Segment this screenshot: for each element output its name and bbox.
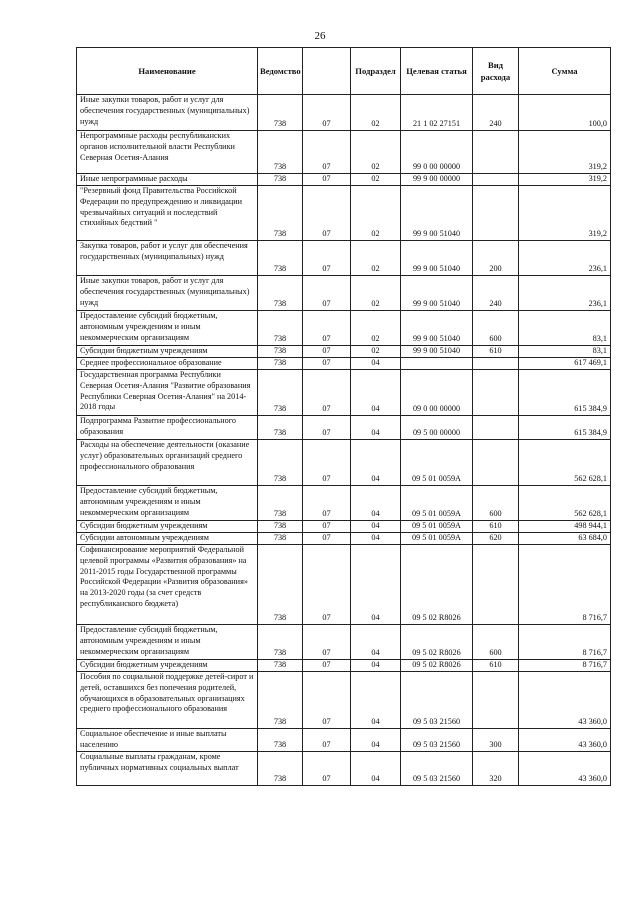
table-row: [77, 660, 611, 672]
row-department: 738: [258, 346, 303, 358]
row-target-article: 99 9 00 00000: [401, 174, 473, 186]
row-target-article: 99 0 00 00000: [401, 131, 473, 174]
row-department: 738: [258, 545, 303, 625]
row-name: Подпрограмма Развитие профессионального образования: [77, 416, 258, 440]
row-name: Социальные выплаты гражданам, кроме публичных нормативных социальных выплат: [77, 752, 258, 786]
row-subsection: 02: [351, 131, 401, 174]
row-department: 738: [258, 625, 303, 660]
row-amount: 615 384,9: [519, 416, 611, 440]
row-department: 738: [258, 486, 303, 521]
row-expense-type: [473, 131, 519, 174]
row-target-article: 09 0 00 00000: [401, 370, 473, 416]
row-name: Непрограммные расходы республиканских органов исполнительной власти Республики Северная Осетия-Алания: [77, 131, 258, 174]
row-name: "Резервный фонд Правительства Российской Федерации по предупреждению и ликвидации чрезвычайных ситуаций и последствий стихийных бедствий ": [77, 186, 258, 241]
row-expense-type: [473, 440, 519, 486]
row-name: Субсидии бюджетным учреждениям: [77, 521, 258, 533]
row-target-article: 09 5 01 0059А: [401, 440, 473, 486]
row-target-article: 09 5 00 00000: [401, 416, 473, 440]
row-department: 738: [258, 416, 303, 440]
row-section: 07: [303, 486, 351, 521]
row-department: 738: [258, 358, 303, 370]
row-target-article: 09 5 03 21560: [401, 752, 473, 786]
row-department: 738: [258, 752, 303, 786]
row-expense-type: 300: [473, 729, 519, 752]
table-row: [77, 276, 611, 311]
row-amount: 83,1: [519, 346, 611, 358]
row-subsection: 02: [351, 186, 401, 241]
row-section: 07: [303, 241, 351, 276]
row-section: 07: [303, 276, 351, 311]
row-target-article: 99 9 00 51040: [401, 276, 473, 311]
table-row: [77, 311, 611, 346]
row-name: Иные непрограммные расходы: [77, 174, 258, 186]
row-amount: 100,0: [519, 95, 611, 131]
header-name: Наименование: [77, 48, 258, 95]
row-target-article: [401, 358, 473, 370]
row-department: 738: [258, 370, 303, 416]
header-expense-type: Вид расхода: [473, 48, 519, 95]
row-subsection: 02: [351, 311, 401, 346]
row-department: 738: [258, 729, 303, 752]
header-target-article: Целевая статья: [401, 48, 473, 95]
row-target-article: 21 1 02 27151: [401, 95, 473, 131]
table-row: [77, 545, 611, 625]
row-expense-type: 240: [473, 276, 519, 311]
row-amount: 615 384,9: [519, 370, 611, 416]
row-target-article: 99 9 00 51040: [401, 311, 473, 346]
row-amount: 562 628,1: [519, 440, 611, 486]
row-name: Предоставление субсидий бюджетным, автономным учреждениям и иным некоммерческим организациям: [77, 625, 258, 660]
row-amount: 562 628,1: [519, 486, 611, 521]
table-row: [77, 131, 611, 174]
table-row: [77, 625, 611, 660]
row-amount: 319,2: [519, 131, 611, 174]
row-section: 07: [303, 174, 351, 186]
row-name: Софинансирование мероприятий Федеральной целевой программы «Развития образования» на 2011-2015 годы Государственной программы Российской Федерации «Развития образования» на 2013-2020 годы (за счет средств республиканского бюджета): [77, 545, 258, 625]
row-department: 738: [258, 276, 303, 311]
row-section: 07: [303, 440, 351, 486]
row-department: 738: [258, 660, 303, 672]
row-name: Субсидии бюджетным учреждениям: [77, 346, 258, 358]
table-row: [77, 241, 611, 276]
row-department: 738: [258, 311, 303, 346]
row-department: 738: [258, 440, 303, 486]
budget-table: [76, 47, 611, 786]
row-expense-type: [473, 358, 519, 370]
row-expense-type: [473, 186, 519, 241]
row-section: 07: [303, 370, 351, 416]
row-subsection: 04: [351, 672, 401, 729]
row-name: Пособия по социальной поддержке детей-сирот и детей, оставшихся без попечения родителей, обучающихся в образовательных организациях среднего профессионального образования: [77, 672, 258, 729]
header-row: [77, 48, 611, 95]
row-expense-type: [473, 545, 519, 625]
row-department: 738: [258, 131, 303, 174]
row-target-article: 99 9 00 51040: [401, 346, 473, 358]
row-amount: 498 944,1: [519, 521, 611, 533]
row-department: 738: [258, 533, 303, 545]
row-amount: 8 716,7: [519, 625, 611, 660]
row-subsection: 04: [351, 533, 401, 545]
row-name: Социальное обеспечение и иные выплаты населению: [77, 729, 258, 752]
row-department: 738: [258, 174, 303, 186]
row-amount: 43 360,0: [519, 752, 611, 786]
row-subsection: 04: [351, 416, 401, 440]
row-expense-type: [473, 672, 519, 729]
row-section: 07: [303, 729, 351, 752]
row-target-article: 09 5 01 0059А: [401, 533, 473, 545]
table-row: [77, 346, 611, 358]
header-section: [303, 48, 351, 95]
row-subsection: 02: [351, 241, 401, 276]
table-row: [77, 729, 611, 752]
row-amount: 63 684,0: [519, 533, 611, 545]
row-subsection: 04: [351, 440, 401, 486]
row-amount: 43 360,0: [519, 729, 611, 752]
header-amount: Сумма: [519, 48, 611, 95]
row-target-article: 09 5 03 21560: [401, 729, 473, 752]
row-department: 738: [258, 521, 303, 533]
row-section: 07: [303, 95, 351, 131]
row-expense-type: 610: [473, 521, 519, 533]
row-section: 07: [303, 660, 351, 672]
row-name: Иные закупки товаров, работ и услуг для обеспечения государственных (муниципальных) нужд: [77, 276, 258, 311]
row-department: 738: [258, 186, 303, 241]
row-expense-type: 610: [473, 346, 519, 358]
row-expense-type: 240: [473, 95, 519, 131]
row-subsection: 02: [351, 346, 401, 358]
row-section: 07: [303, 672, 351, 729]
table-row: [77, 533, 611, 545]
header-department: Ведомство: [258, 48, 303, 95]
row-section: 07: [303, 186, 351, 241]
row-subsection: 02: [351, 174, 401, 186]
row-expense-type: 200: [473, 241, 519, 276]
row-subsection: 04: [351, 625, 401, 660]
row-name: Закупка товаров, работ и услуг для обеспечения государственных (муниципальных) нужд: [77, 241, 258, 276]
row-target-article: 09 5 03 21560: [401, 672, 473, 729]
row-name: Расходы на обеспечение деятельности (оказание услуг) образовательных организаций среднего профессионального образования: [77, 440, 258, 486]
row-subsection: 02: [351, 95, 401, 131]
table-row: [77, 486, 611, 521]
table-row: [77, 95, 611, 131]
row-section: 07: [303, 752, 351, 786]
row-amount: 319,2: [519, 186, 611, 241]
row-name: Субсидии бюджетным учреждениям: [77, 660, 258, 672]
row-target-article: 09 5 02 R8026: [401, 625, 473, 660]
row-section: 07: [303, 521, 351, 533]
row-target-article: 09 5 02 R8026: [401, 660, 473, 672]
row-name: Предоставление субсидий бюджетным, автономным учреждениям и иным некоммерческим организациям: [77, 311, 258, 346]
table-row: [77, 370, 611, 416]
row-target-article: 09 5 01 0059А: [401, 521, 473, 533]
row-subsection: 02: [351, 276, 401, 311]
row-subsection: 04: [351, 752, 401, 786]
row-subsection: 04: [351, 729, 401, 752]
row-section: 07: [303, 625, 351, 660]
row-section: 07: [303, 346, 351, 358]
row-department: 738: [258, 672, 303, 729]
row-expense-type: [473, 174, 519, 186]
row-amount: 43 360,0: [519, 672, 611, 729]
row-expense-type: 620: [473, 533, 519, 545]
row-section: 07: [303, 358, 351, 370]
row-subsection: 04: [351, 358, 401, 370]
row-name: Субсидии автономным учреждениям: [77, 533, 258, 545]
table-row: [77, 358, 611, 370]
row-target-article: 99 9 00 51040: [401, 241, 473, 276]
row-section: 07: [303, 533, 351, 545]
row-section: 07: [303, 545, 351, 625]
row-name: Государственная программа Республики Северная Осетия-Алания "Развитие образования Республики Северная Осетия-Алания" на 2014-2018 годы: [77, 370, 258, 416]
table-row: [77, 521, 611, 533]
table-row: [77, 416, 611, 440]
header-subsection: Подраздел: [351, 48, 401, 95]
page-number: 26: [314, 30, 326, 42]
row-expense-type: 600: [473, 625, 519, 660]
row-subsection: 04: [351, 660, 401, 672]
row-expense-type: 610: [473, 660, 519, 672]
row-section: 07: [303, 311, 351, 346]
row-expense-type: 320: [473, 752, 519, 786]
row-amount: 8 716,7: [519, 660, 611, 672]
row-target-article: 09 5 02 R8026: [401, 545, 473, 625]
row-expense-type: [473, 416, 519, 440]
table-row: [77, 174, 611, 186]
row-section: 07: [303, 131, 351, 174]
row-subsection: 04: [351, 370, 401, 416]
row-department: 738: [258, 241, 303, 276]
row-amount: 617 469,1: [519, 358, 611, 370]
row-amount: 83,1: [519, 311, 611, 346]
row-name: Предоставление субсидий бюджетным, автономным учреждениям и иным некоммерческим организациям: [77, 486, 258, 521]
table-row: [77, 752, 611, 786]
table-row: [77, 440, 611, 486]
row-section: 07: [303, 416, 351, 440]
row-expense-type: [473, 370, 519, 416]
row-name: Иные закупки товаров, работ и услуг для обеспечения государственных (муниципальных) нужд: [77, 95, 258, 131]
row-target-article: 99 9 00 51040: [401, 186, 473, 241]
row-amount: 236,1: [519, 241, 611, 276]
row-expense-type: 600: [473, 486, 519, 521]
row-target-article: 09 5 01 0059А: [401, 486, 473, 521]
table-body: [77, 95, 611, 786]
row-amount: 319,2: [519, 174, 611, 186]
table-row: [77, 672, 611, 729]
row-subsection: 04: [351, 521, 401, 533]
row-department: 738: [258, 95, 303, 131]
row-subsection: 04: [351, 545, 401, 625]
row-expense-type: 600: [473, 311, 519, 346]
table-row: [77, 186, 611, 241]
row-subsection: 04: [351, 486, 401, 521]
row-amount: 8 716,7: [519, 545, 611, 625]
row-name: Среднее профессиональное образование: [77, 358, 258, 370]
row-amount: 236,1: [519, 276, 611, 311]
